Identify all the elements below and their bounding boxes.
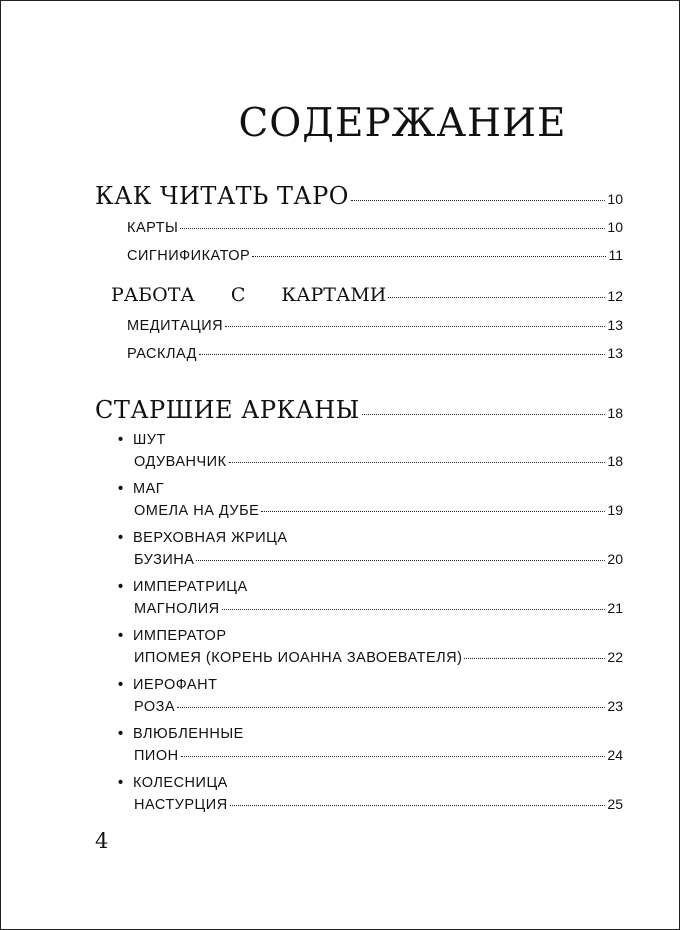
bullet-icon: • [118, 530, 124, 546]
toc-section-working-with-cards [111, 284, 623, 306]
toc-section-title: СТАРШИЕ АРКАНЫ [95, 396, 360, 424]
toc-item-cards [127, 219, 623, 236]
toc-page-number: 10 [607, 219, 623, 235]
toc-item-peony [134, 747, 623, 764]
arcana-name-chariot [118, 775, 228, 791]
arcana-name: ИМПЕРАТРИЦА [133, 579, 248, 595]
toc-item-label: МЕДИТАЦИЯ [127, 318, 224, 334]
toc-item-significator [127, 247, 623, 264]
arcana-name-lovers [118, 726, 244, 742]
toc-item-label: СИГНИФИКАТОР [127, 248, 251, 264]
toc-page-number: 20 [607, 551, 623, 567]
dot-leader [229, 462, 606, 463]
toc-page-number: 19 [607, 502, 623, 518]
toc-item-label: НАСТУРЦИЯ [134, 797, 228, 813]
bullet-icon: • [118, 628, 124, 644]
toc-section-how-to-read [95, 182, 623, 210]
toc-section-major-arcana [95, 396, 623, 424]
dot-leader [261, 511, 605, 512]
dot-leader [464, 658, 605, 659]
toc-section-title: КАК ЧИТАТЬ ТАРО [95, 182, 349, 210]
toc-page-number: 25 [607, 796, 623, 812]
dot-leader [196, 560, 605, 561]
dot-leader [181, 756, 606, 757]
arcana-name-emperor [118, 628, 227, 644]
bullet-icon: • [118, 726, 124, 742]
bullet-icon: • [118, 775, 124, 791]
toc-item-dandelion [134, 453, 623, 470]
toc-item-label: ОДУВАНЧИК [134, 454, 227, 470]
dot-leader [222, 609, 606, 610]
toc-item-label: ОМЕЛА НА ДУБЕ [134, 503, 260, 519]
arcana-name-hierophant [118, 677, 217, 693]
bullet-icon: • [118, 677, 124, 693]
page-number: 4 [95, 829, 109, 853]
arcana-name: КОЛЕСНИЦА [133, 775, 228, 791]
dot-leader [351, 200, 605, 201]
arcana-name: ШУТ [133, 432, 166, 448]
arcana-name-magician [118, 481, 164, 497]
toc-page-number: 22 [607, 649, 623, 665]
arcana-name-fool [118, 432, 166, 448]
toc-item-magnolia [134, 600, 623, 617]
arcana-name: ИМПЕРАТОР [133, 628, 227, 644]
arcana-name: МАГ [133, 481, 165, 497]
page-title: СОДЕРЖАНИЕ [238, 101, 567, 146]
dot-leader [252, 256, 606, 257]
arcana-name: ВЕРХОВНАЯ ЖРИЦА [133, 530, 288, 546]
bullet-icon: • [118, 481, 124, 497]
arcana-name-high-priestess [118, 530, 288, 546]
arcana-name: ИЕРОФАНТ [133, 677, 218, 693]
toc-page-number: 24 [607, 747, 623, 763]
dot-leader [177, 707, 605, 708]
toc-page-number: 10 [607, 191, 623, 207]
toc-item-nasturtium [134, 796, 623, 813]
toc-item-label: КАРТЫ [127, 220, 179, 236]
dot-leader [362, 414, 606, 415]
arcana-name-empress [118, 579, 248, 595]
toc-item-spread [127, 345, 623, 362]
dot-leader [230, 805, 606, 806]
toc-page-number: 23 [607, 698, 623, 714]
toc-item-label: РОЗА [134, 699, 176, 715]
toc-item-meditation [127, 317, 623, 334]
toc-page-number: 12 [607, 288, 623, 304]
bullet-icon: • [118, 432, 124, 448]
toc-item-mistletoe [134, 502, 623, 519]
toc-page-number: 18 [607, 453, 623, 469]
toc-page-number: 13 [607, 345, 623, 361]
toc-item-elder [134, 551, 623, 568]
toc-section-title: РАБОТА С КАРТАМИ [111, 284, 387, 306]
bullet-icon: • [118, 579, 124, 595]
toc-item-label: БУЗИНА [134, 552, 195, 568]
dot-leader [180, 228, 605, 229]
toc-page-number: 13 [607, 317, 623, 333]
toc-item-label: ИПОМЕЯ (КОРЕНЬ ИОАННА ЗАВОЕВАТЕЛЯ) [134, 650, 463, 666]
dot-leader [199, 354, 605, 355]
toc-item-label: ПИОН [134, 748, 179, 764]
toc-page-number: 11 [608, 247, 623, 263]
toc-item-rose [134, 698, 623, 715]
toc-item-label: МАГНОЛИЯ [134, 601, 220, 617]
toc-item-label: РАСКЛАД [127, 346, 197, 362]
arcana-name: ВЛЮБЛЕННЫЕ [133, 726, 244, 742]
toc-item-ipomoea [134, 649, 623, 666]
dot-leader [225, 326, 605, 327]
toc-page-number: 21 [607, 600, 623, 616]
dot-leader [388, 297, 605, 298]
toc-page-number: 18 [607, 405, 623, 421]
